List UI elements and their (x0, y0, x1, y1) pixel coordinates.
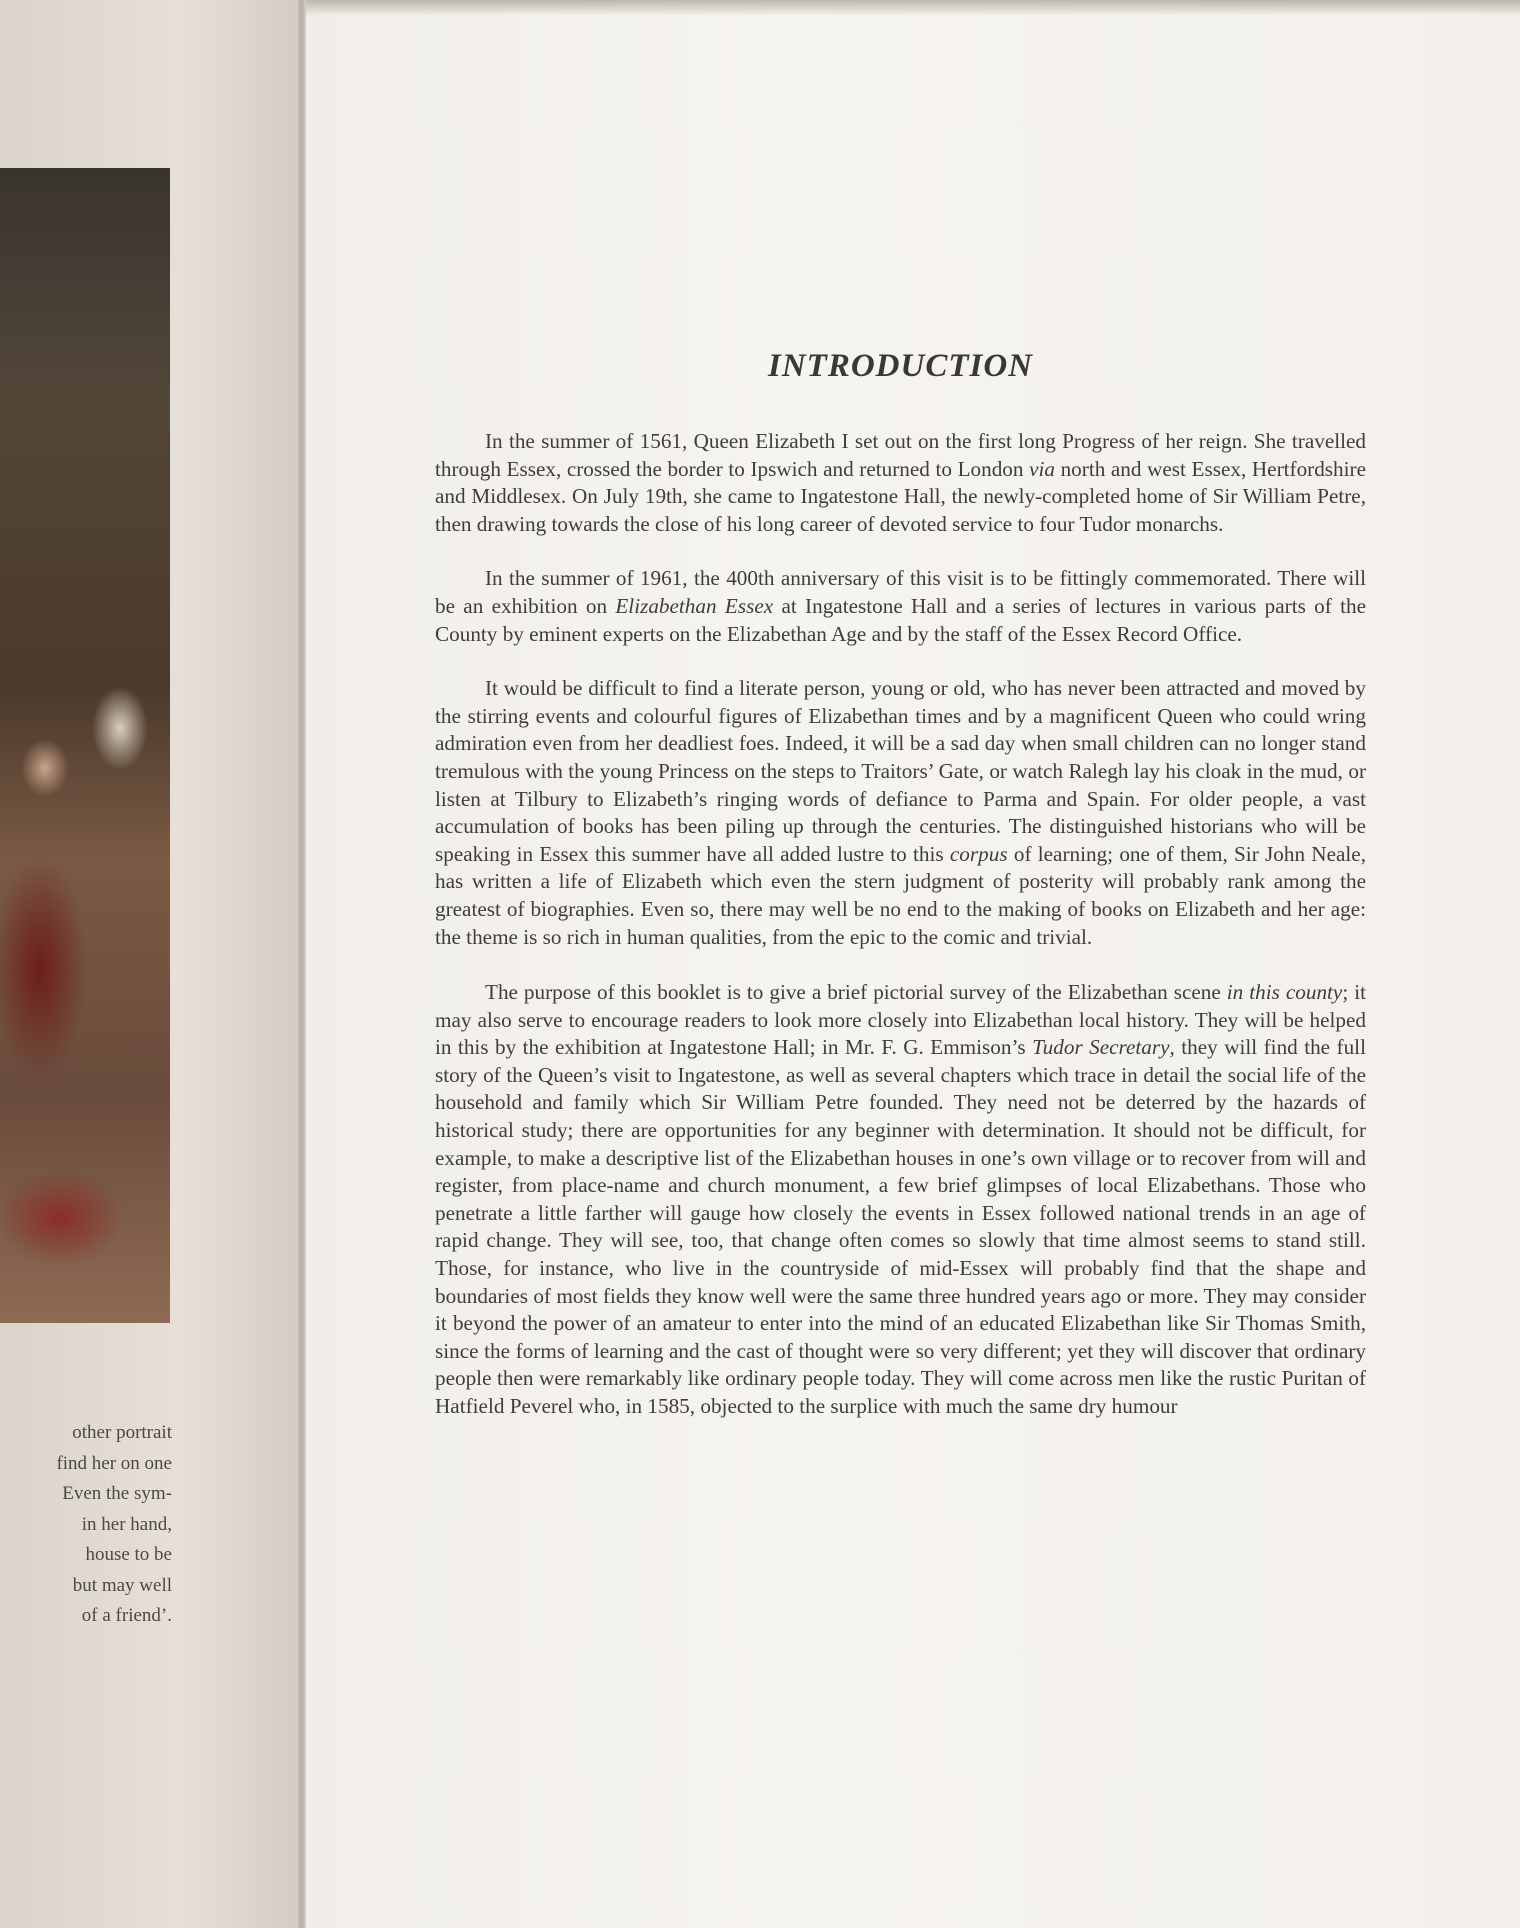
italic-run: Tudor Secretary (1032, 1035, 1170, 1060)
italic-run: corpus (949, 841, 1008, 866)
text-run: , they will find the full story of the Queen’s visit to Ingatestone, as well as several chapters which trace in detail the social life of the household and family which Sir William Petre founded. They need not be deterred by the hazards of historical study; there are opportunities for any beginner with determination. It should not be difficult, for example, to make a descriptive list of the Elizabethan houses in one’s own village or to recover from will and register, from place-name and church monument, a few brief glimpses of local Elizabethans. Those who penetrate a little farther will gauge how closely the events in Essex followed national trends in an age of rapid change. They will see, too, that change often comes so slowly that time almost seems to stand still. Those, for instance, who live in the countryside of mid-Essex will probably find that the shape and boundaries of most fields they know well were the same three hundred years ago or more. They may consider it beyond the power of an amateur to enter into the mind of an educated Elizabethan like Sir Thomas Smith, since the forms of learning and the cast of thought were so very different; yet they will discover that ordinary people then were remarkably like ordinary people today. They will come across men like the rustic Puritan of Hatfield Peverel who, in 1585, objected to the surplice with much the same dry humour (435, 1035, 1366, 1418)
paragraph (435, 675, 1366, 951)
portrait-caption (0, 1418, 172, 1632)
caption-line: in her hand, (81, 1513, 172, 1535)
italic-run: in this county (1226, 980, 1343, 1005)
portrait-painting-image (0, 168, 170, 1323)
caption-line: but may well (72, 1574, 172, 1596)
text-run: The purpose of this booklet is to give a brief pictorial survey of the Elizabethan scene (485, 980, 1227, 1005)
caption-line: house to be (85, 1544, 172, 1565)
paragraph (435, 979, 1366, 1421)
text-run: In the summer of 1961, the 400th anniversary of this visit is to be fittingly commemorated. There will be an exhibition on (435, 566, 1366, 618)
text-run: ; it may also serve to encourage readers to look more closely into Elizabethan local history. They will be helped in this by the exhibition at Ingatestone Hall; in Mr. F. G. Emmison’s (435, 980, 1366, 1060)
italic-run: Elizabethan Essex (615, 593, 774, 618)
page-title: INTRODUCTION (767, 348, 1033, 384)
paragraph (435, 565, 1366, 648)
caption-line: Even the sym- (62, 1483, 172, 1504)
caption-line: of a friend’. (81, 1605, 172, 1626)
caption-line: other portrait (72, 1422, 172, 1443)
text-run: of learning; one of them, Sir John Neale, has written a life of Elizabeth which even the stern judgment of posterity will probably rank among the greatest of biographies. Even so, there may well be no end to the making of books on Elizabeth and her age: the theme is so rich in human qualities, from the epic to the comic and trivial. (435, 841, 1366, 949)
text-run: It would be difficult to find a literate person, young or old, who has never been attracted and moved by the stirring events and colourful figures of Elizabethan times and by a magnificent Queen who could wring admiration even from her deadliest foes. Indeed, it will be a sad day when small children can no longer stand tremulous with the young Princess on the steps to Traitors’ Gate, or watch Ralegh lay his cloak in the mud, or listen at Tilbury to Elizabeth’s ringing words of defiance to Parma and Spain. For older people, a vast accumulation of books has been piling up through the centuries. The distinguished historians who will be speaking in Essex this summer have all added lustre to this (435, 676, 1366, 866)
page-top-shadow (306, 0, 1520, 16)
text-run: In the summer of 1561, Queen Elizabeth I set out on the first long Progress of her reign. She travelled through Essex, crossed the border to Ipswich and returned to London (435, 429, 1366, 481)
text-run: at Ingatestone Hall and a series of lectures in various parts of the County by eminent experts on the Elizabethan Age and by the staff of the Essex Record Office. (435, 593, 1366, 646)
italic-run: via (1029, 456, 1055, 481)
paragraph (435, 428, 1366, 538)
caption-line: find her on one (56, 1452, 172, 1474)
text-run: north and west Essex, Hertfordshire and Middlesex. On July 19th, she came to Ingatestone Hall, the newly-completed home of Sir William Petre, then drawing towards the close of his long career of devoted service to four Tudor monarchs. (435, 456, 1366, 536)
introduction-body (435, 428, 1366, 1455)
page-spine (298, 0, 306, 1928)
